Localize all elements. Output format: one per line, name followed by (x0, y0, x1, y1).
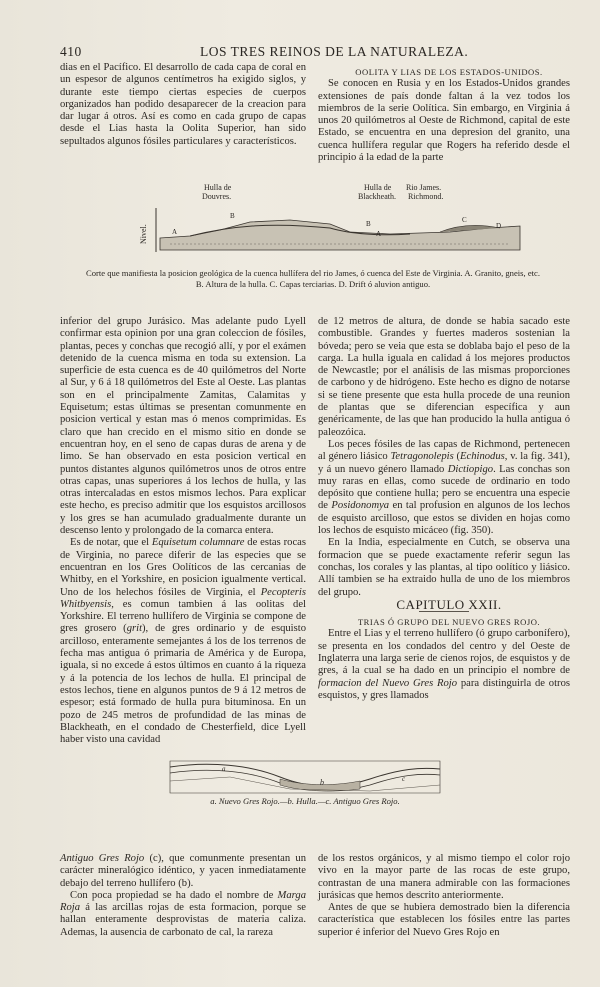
paragraph: En la India, especialmente en Cutch, se observa una formacion que se puede exactamente referir segun las conchas, los corales y las plantas, al tipo oolítico y liásico. Allí tambien se ha extraido hulla de uno de los miembros del grupo. (318, 537, 570, 598)
caption-line: B. Altura de la hulla. C. Capas terciarias. D. Drift ó aluvion antiguo. (195, 279, 431, 289)
figure-label: Richmond. (408, 192, 444, 201)
figure-label: Nivel. (139, 224, 148, 244)
bottom-right-column (318, 853, 570, 939)
caption-line: Corte que manifiesta la posicion geológica de la cuenca hullífera del rio James, ó cuenca del Este de Virginia. A. Granito, gneis, etc. (85, 268, 540, 278)
figure-label: B (366, 220, 371, 228)
divider (419, 611, 469, 612)
strata-fold-figure (170, 755, 440, 795)
figure-caption (56, 268, 570, 290)
paragraph: Se conocen en Rusia y en los Estados-Unidos grandes extensiones de país donde faltan á la vez todos los miembros de la serie Oolítica. Sin embargo, en Virginia á unos 20 quilómetros al Oeste de Richmond, capital de este Estado, se encuentra en una depresion del granito, una cuenca hullífera regular que Rogers ha referido desde el principio á la edad de la parte (318, 78, 570, 164)
figure-label: Hulla de (204, 183, 232, 192)
top-left-column (60, 62, 306, 148)
chapter-title: CAPITULO XXII. (396, 596, 502, 612)
page-number: 410 (60, 44, 82, 59)
section-heading: OOLITA Y LIAS DE LOS ESTADOS-UNIDOS. (355, 67, 543, 77)
figure-label: Douvres. (202, 192, 232, 201)
bottom-left-column (60, 853, 306, 939)
chapter-subtitle: TRIAS Ó GRUPO DEL NUEVO GRES ROJO. (357, 617, 541, 628)
left-column (60, 316, 306, 746)
figure-label: A (376, 230, 382, 238)
paragraph: Antiguo Gres Rojo (c), que comunmente presentan un carácter mineralógico idéntico, y yacen inmediatamente debajo del terreno hullífero (b). (60, 853, 306, 889)
running-title: LOS TRES REINOS DE LA NATURALEZA. (200, 44, 469, 59)
figure-label: B (230, 212, 235, 220)
figure-label: Rio James. (406, 183, 442, 192)
figure-label: c (402, 775, 406, 783)
figure-label: Hulla de (364, 183, 392, 192)
paragraph: inferior del grupo Jurásico. Mas adelante pudo Lyell confirmar esta opinion por una gran coleccion de fósiles, plantas, peces y conchas que recogió allí, y por el exámen detenido de la cuenca misma en toda su extension. La superficie de esta cuenca es de 40 quilómetros del Norte al Sur, y 6 á 18 quilómetros del Este al Oeste. Las plantas son en el principalmente Zamitas, Calamitas y Equisetum; estas últimas se presentan comunmente en posicion vertical y estan mas ó menos comprimidas. Es claro que han crecido en el mismo sitio en donde se encuentran hoy, en el seno de capas duras de arena y de limo. Se han observado en esta posicion vertical en puntos distantes algunos quilómetros unos de otros entre otras capas, unas superiores á los lechos de hulla, y las otras intercaladas en estos mismos lechos. Para explicar este hecho, es preciso admitir que los esquistos arcillosos y los gres se han acumulado gradualmente durante un descenso lento y prolongado de la comarca entera. (60, 316, 306, 537)
figure-caption: a. Nuevo Gres Rojo.—b. Hulla.—c. Antiguo Gres Rojo. (210, 796, 400, 806)
geological-section-figure (139, 178, 530, 258)
paragraph: Es de notar, que el Equisetum columnare de estas rocas de Virginia, no parece diferir de las especies que se encuentran en los Gres Oolíticos de las cercanias de Whitby, en el Yorkshire, en posicion igualmente vertical. Uno de los helechos fósiles de Virginia, el Pecopteris Whitbyensis, es comun tambien á las oolitas del Yorkshire. El terreno hullífero de Virginia se compone de gres grosero (grit), de gres ordinario y de esquisto arcilloso, enteramente semejantes á los de los terrenos de fecha mas antigua ó primaria de América y de Europa, iguala, si no excede á estos últimos en cuanto á la riqueza y á la potencia de los lechos de hulla. El principal de estos lechos, tiene en algunos puntos de 9 á 12 metros de espesor; está formado de hulla pura bituminosa. En un pozo de 245 metros de profundidad de las minas de Blackheath, en el condado de Chesterfield, dice Lyell haber visto una cavidad (60, 537, 306, 746)
figure-label: b (320, 778, 324, 787)
top-right-column (318, 66, 570, 164)
figure-label: a (222, 765, 226, 773)
paragraph: Los peces fósiles de las capas de Richmond, pertenecen al género liásico Tetragonolepis (Echinodus, v. la fig. 341), y á un nuevo género llamado Dictiopigo. Las conchas son muy raras en ellas, como sucede de ordinario en todo depósito que contiene hulla; pero se encuentra una especie de Posidonomya en tal profusion en algunos de los lechos de esquisto arcilloso, que estos se dividen en hojas como los lechos de esquisto micáceo (fig. 350). (318, 438, 570, 537)
paragraph: Entre el Lias y el terreno hullífero (ó grupo carbonífero), se presenta en los condados del centro y del Oeste de Inglaterra una larga serie de cienos rojos, de esquistos y de gres, á la cual se ha dado en un principio el nombre de formacion del Nuevo Gres Rojo para distinguirla de otros esquistos, y gres llamados (318, 628, 570, 701)
paragraph: Antes de que se hubiera demostrado bien la diferencia característica que establecen los fósiles entre las partes superior é inferior del Nuevo Gres Rojo en (318, 902, 570, 938)
paragraph: de los restos orgánicos, y al mismo tiempo el color rojo vivo en la mayor parte de las rocas de este grupo, contrastan de una manera admirable con las formaciones jurásicas que hemos descrito anteriormente. (318, 853, 570, 901)
running-header (60, 44, 560, 62)
paragraph: Con poca propiedad se ha dado el nombre de Marga Roja á las arcillas rojas de esta formacion, porque se hallan enteramente desprovistas de materia caliza. Ademas, la ausencia de carbonato de cal, la rareza (60, 889, 306, 938)
paragraph: de 12 metros de altura, de donde se habia sacado este combustible. Grandes y fuertes maderos sostenian la bóveda; pero se veia que esta se doblaba bajo el peso de la carga. La hulla iguala en calidad á los mejores productos de Newcastle; por el análisis de las mismas proporciones de carbono y de hidrógeno. Este hecho es digno de notarse si se tiene presente que esta hulla procede de una reunion de plantas que se diferencian específica y aun genéricamente, de las que han producido la hulla antigua ó paleozóica. (318, 316, 570, 438)
figure-label: A (172, 228, 178, 236)
paragraph: dias en el Pacífico. El desarrollo de cada capa de coral en un espesor de algunos centímetros ha exigido siglos, y durante este tiempo ciertas especies de cuerpos organizados han podido desaparecer de la creacion para dar lugar á otros. Así es como en cada grupo de capas desde el Lias hasta la Oolita Superior, han sido sepultados algunos fósiles particulares y característicos. (60, 62, 306, 147)
right-column (318, 316, 570, 702)
figure-label: D (496, 222, 502, 230)
figure-label: C (462, 216, 467, 224)
figure-label: Blackheath. (358, 192, 396, 201)
